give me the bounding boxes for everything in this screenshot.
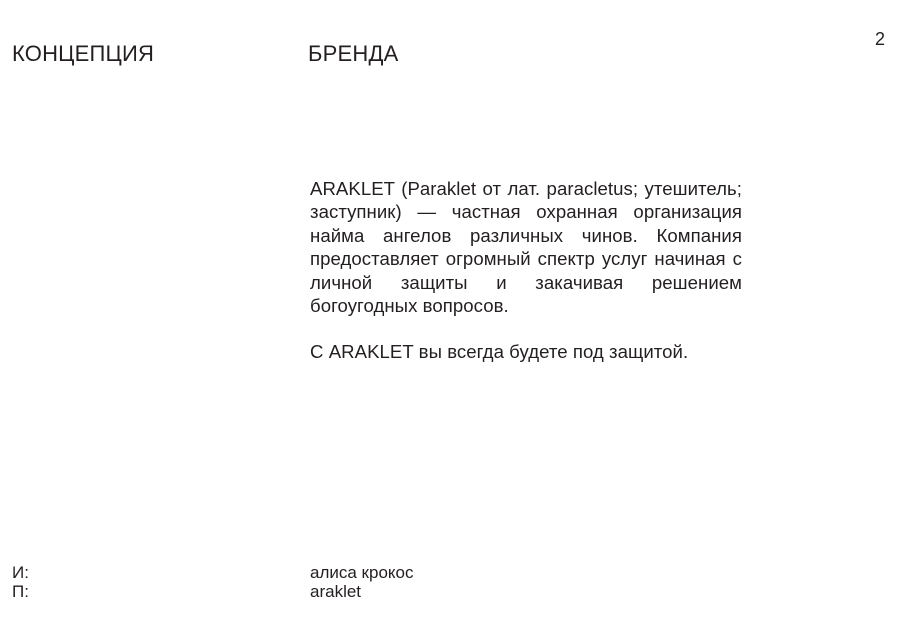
brand-description bbox=[310, 177, 742, 364]
tagline-paragraph: С ARAKLET вы всегда будете под защитой. bbox=[310, 341, 689, 363]
page-number: 2 bbox=[874, 29, 885, 49]
credit-labels bbox=[12, 563, 29, 601]
author-name: алиса крокос bbox=[310, 563, 414, 582]
project-name: araklet bbox=[310, 582, 362, 601]
author-label: И: bbox=[12, 563, 29, 582]
credit-values bbox=[310, 563, 413, 601]
page-title-brand: БРЕНДА bbox=[308, 41, 399, 66]
project-label: П: bbox=[12, 582, 29, 601]
page-title-concept: КОНЦЕПЦИЯ bbox=[12, 41, 155, 66]
description-paragraph: ARAKLET (Paraklet от лат. paracletus; утешитель; заступник) — частная охранная организация найма ангелов различных чинов. Компания предоставляет огромный спектр услуг начиная с личной защиты и закачивая решением богоугодных вопросов. bbox=[310, 178, 742, 317]
